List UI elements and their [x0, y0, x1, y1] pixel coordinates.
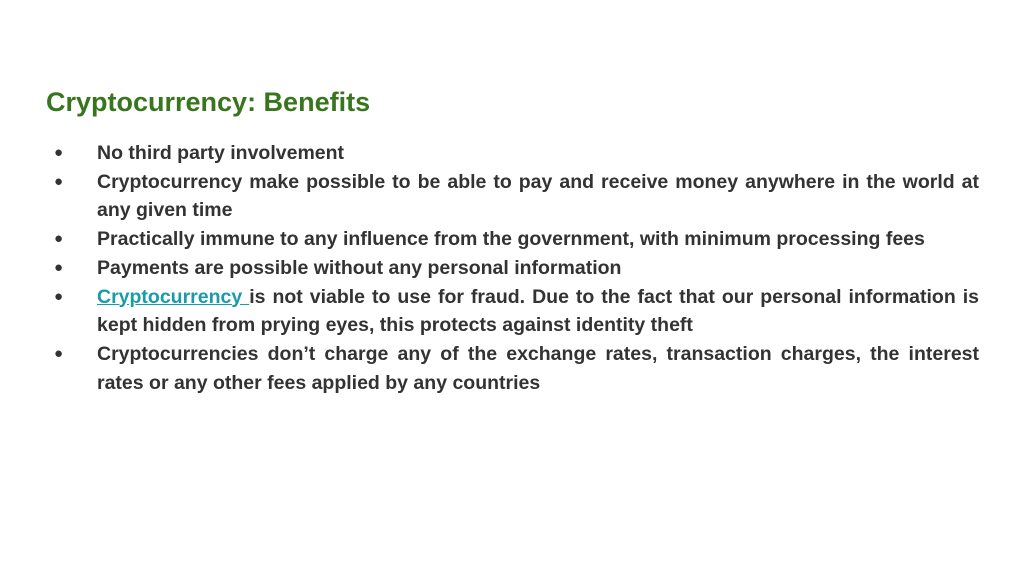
bullet-dot-icon: ●: [54, 287, 64, 305]
list-item-text: Practically immune to any influence from the government, with minimum processing fees: [97, 228, 925, 251]
slide-title: Cryptocurrency: Benefits: [46, 87, 371, 117]
list-item: [54, 139, 979, 168]
list-item: [54, 340, 979, 397]
list-item: [54, 225, 979, 254]
list-item-text: is not viable to use for fraud. Due to the fact that our personal information is kept hidden from prying eyes, this protects against identity theft: [97, 285, 979, 337]
list-item: [54, 283, 979, 340]
bullet-dot-icon: ●: [54, 144, 64, 161]
bullet-dot-icon: ●: [54, 172, 64, 190]
bullet-dot-icon: ●: [54, 230, 64, 248]
list-item-text: Cryptocurrencies don’t charge any of the exchange rates, transaction charges, the interest rates or any other fees applied by any countries: [97, 342, 979, 394]
benefits-list: [54, 139, 979, 397]
list-item: [54, 168, 979, 225]
list-item: [54, 254, 979, 283]
cryptocurrency-link[interactable]: Cryptocurrency: [97, 285, 250, 308]
list-item-text: Payments are possible without any personal information: [97, 256, 622, 279]
bullet-dot-icon: ●: [54, 258, 64, 276]
list-item-text: No third party involvement: [97, 142, 345, 164]
bullet-dot-icon: ●: [54, 344, 64, 362]
list-item-text: Cryptocurrency make possible to be able to pay and receive money anywhere in the world at any given time: [97, 170, 979, 222]
